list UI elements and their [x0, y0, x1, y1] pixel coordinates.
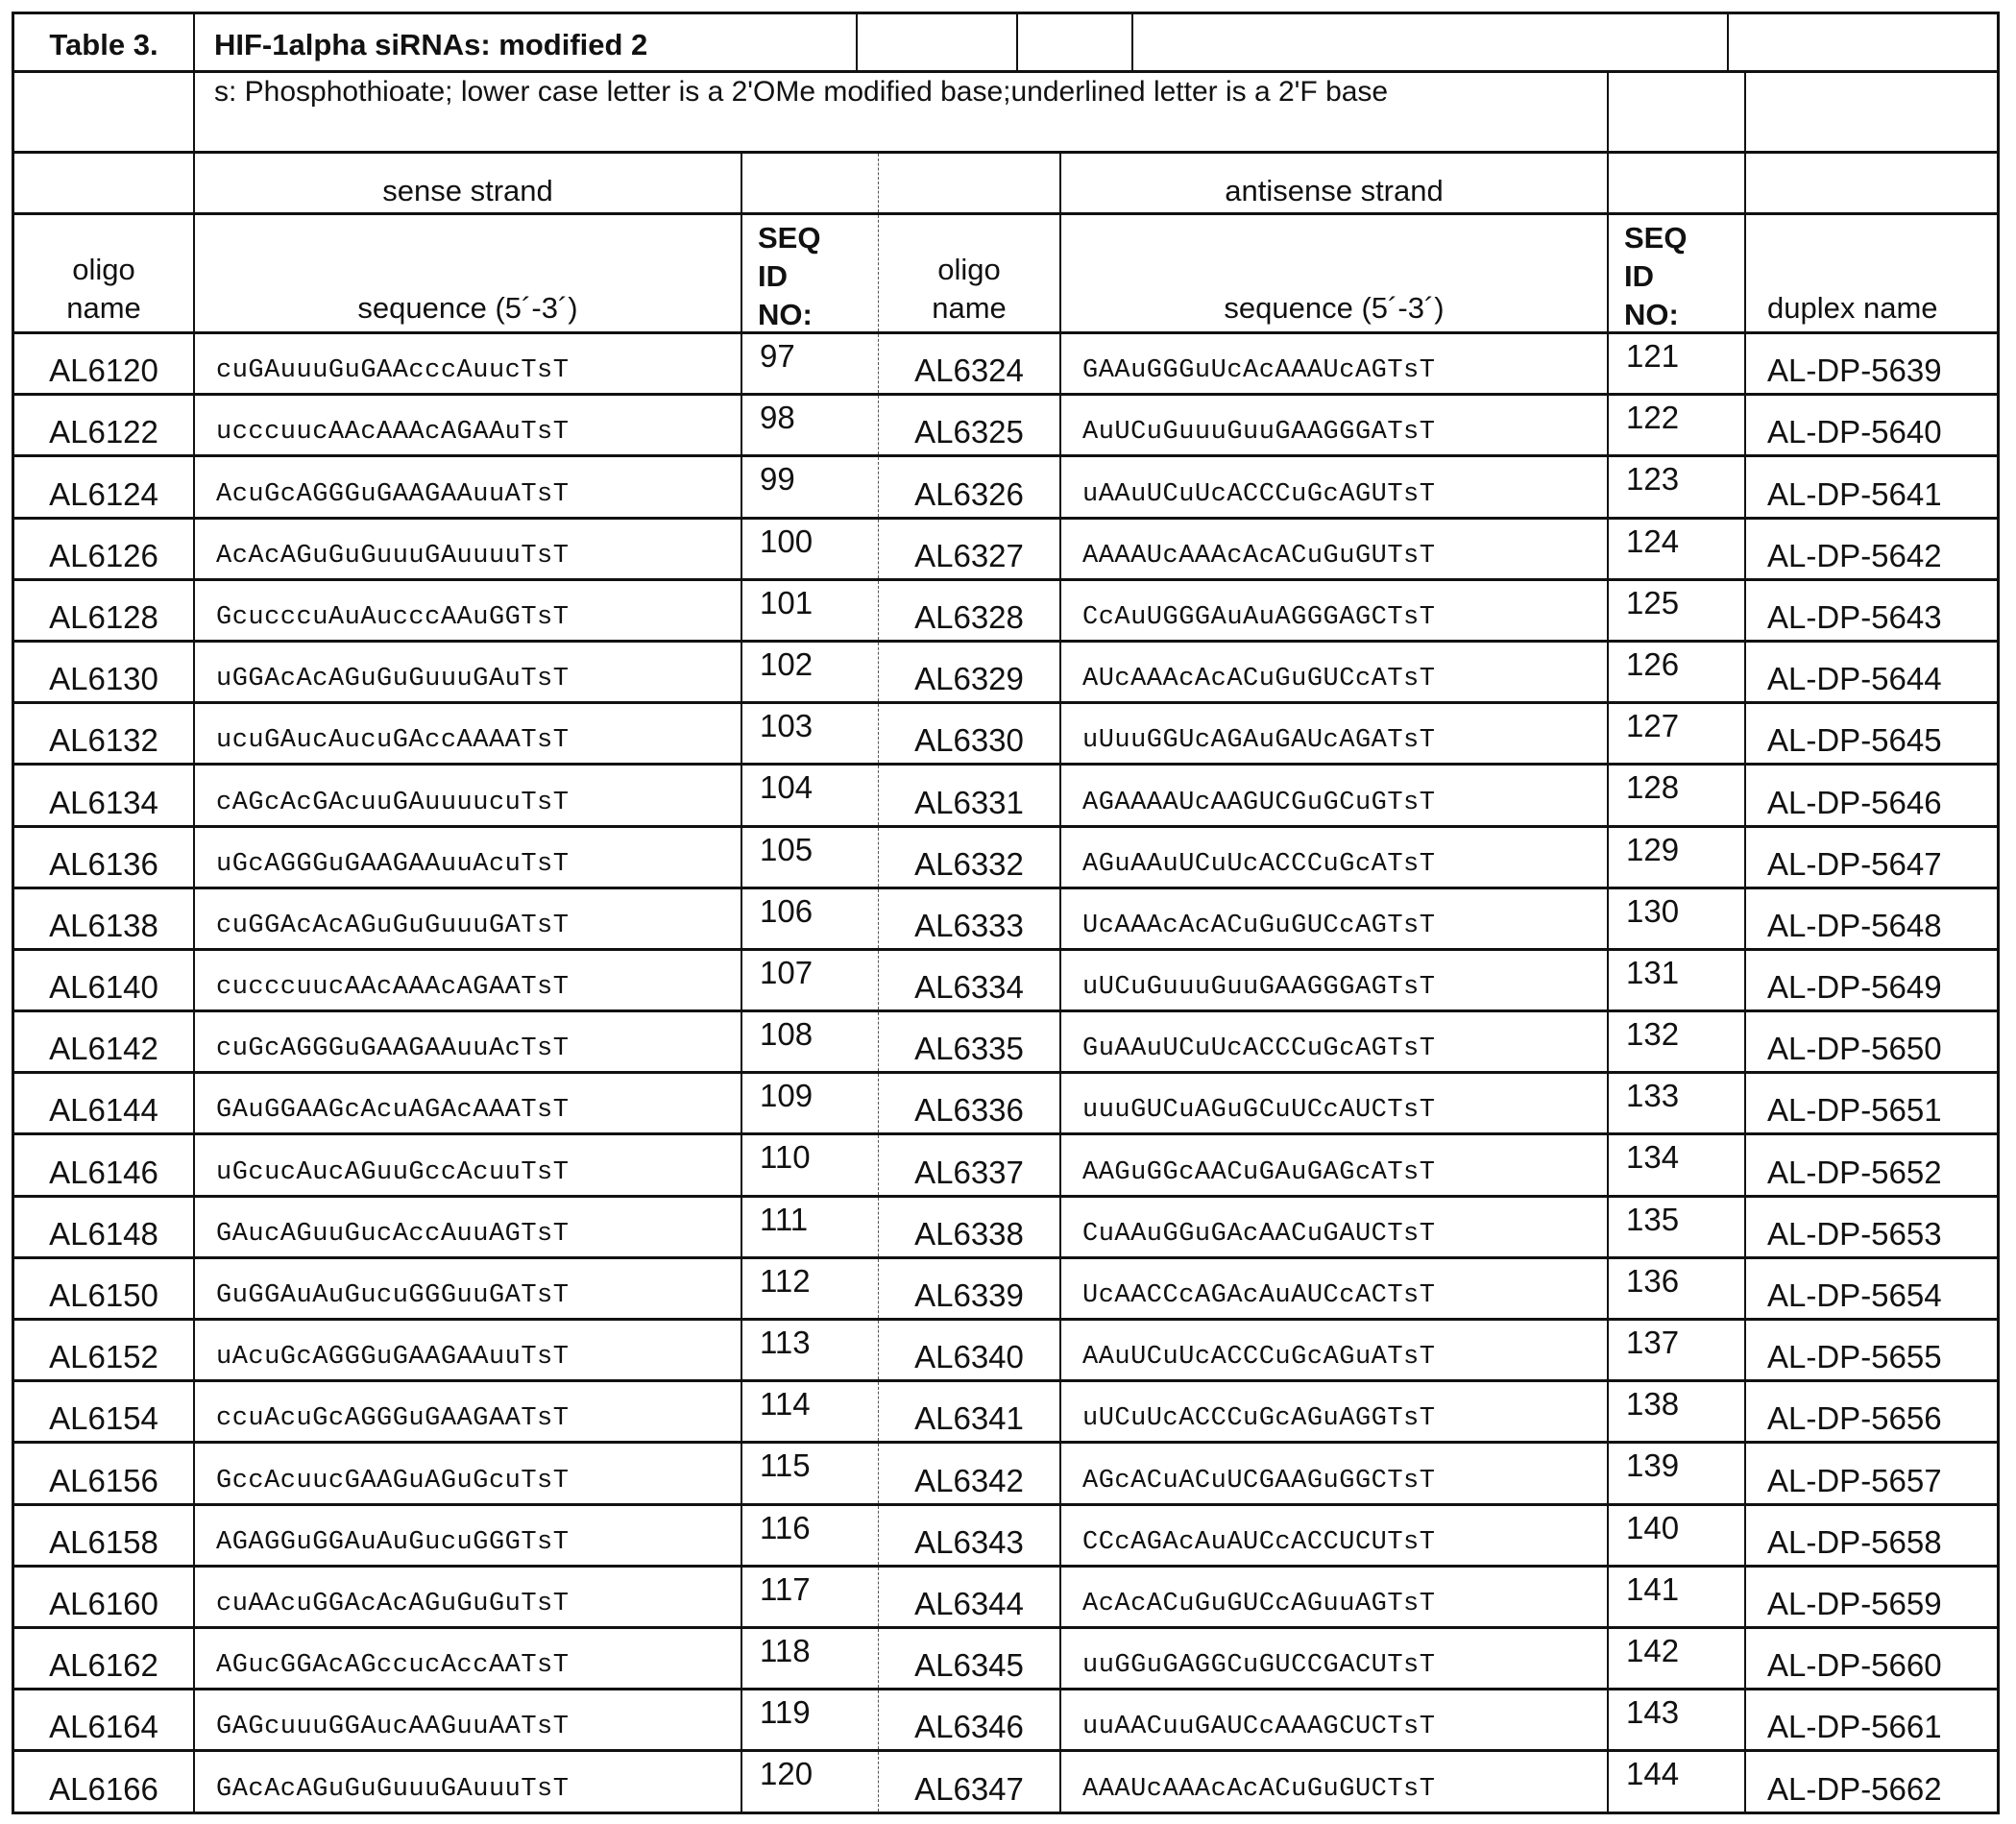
header-text: ID — [1624, 259, 1654, 293]
duplex-name: AL-DP-5658 — [1746, 1506, 2000, 1565]
table-row — [12, 1506, 2000, 1568]
sense-sequence: ucccuucAAcAAAcAGAAuTsT — [195, 396, 742, 454]
sense-oligo-name: AL6148 — [12, 1198, 195, 1256]
table-row — [12, 951, 2000, 1012]
sense-seq-id: 110 — [742, 1135, 879, 1194]
sense-sequence: ccuAcuGcAGGGuGAAGAATsT — [195, 1382, 742, 1441]
duplex-name: AL-DP-5645 — [1746, 704, 2000, 763]
sense-strand-header: sense strand — [195, 154, 742, 212]
sense-seq-id: 106 — [742, 889, 879, 948]
sense-oligo-name: AL6154 — [12, 1382, 195, 1441]
antisense-sequence: AuUCuGuuuGuuGAAGGGATsT — [1061, 396, 1609, 454]
table-row — [12, 1012, 2000, 1074]
sense-sequence: cucccuucAAcAAAcAGAATsT — [195, 951, 742, 1009]
antisense-oligo-name: AL6344 — [879, 1568, 1061, 1626]
table-row — [12, 766, 2000, 827]
antisense-oligo-name: AL6332 — [879, 828, 1061, 887]
antisense-sequence: GuAAuUCuUcACCCuGcAGTsT — [1061, 1012, 1609, 1071]
table-row — [12, 1568, 2000, 1629]
antisense-sequence: UcAAAcAcACuGuGUCcAGTsT — [1061, 889, 1609, 948]
strand-header-row — [12, 154, 2000, 215]
sense-seq-id: 115 — [742, 1444, 879, 1502]
antisense-seq-id: 122 — [1609, 396, 1746, 454]
table-row — [12, 1135, 2000, 1197]
sense-oligo-name: AL6132 — [12, 704, 195, 763]
empty-cell — [879, 154, 1061, 212]
antisense-oligo-name: AL6339 — [879, 1259, 1061, 1318]
sense-seq-id: 97 — [742, 334, 879, 393]
sense-oligo-name: AL6160 — [12, 1568, 195, 1626]
duplex-name: AL-DP-5651 — [1746, 1074, 2000, 1132]
sense-sequence: uGGAcAcAGuGuGuuuGAuTsT — [195, 643, 742, 701]
antisense-sequence: AAuUCuUcACCCuGcAGuATsT — [1061, 1321, 1609, 1379]
antisense-seq-id: 144 — [1609, 1752, 1746, 1811]
antisense-sequence: uuGGuGAGGCuGUCCGACUTsT — [1061, 1629, 1609, 1688]
col-header-sense-seq-id — [742, 215, 879, 331]
sense-oligo-name: AL6152 — [12, 1321, 195, 1379]
sense-oligo-name: AL6142 — [12, 1012, 195, 1071]
table-row — [12, 643, 2000, 704]
empty-cell — [858, 14, 1018, 70]
sense-oligo-name: AL6146 — [12, 1135, 195, 1194]
duplex-name: AL-DP-5655 — [1746, 1321, 2000, 1379]
table-row — [12, 520, 2000, 581]
duplex-name: AL-DP-5647 — [1746, 828, 2000, 887]
duplex-name: AL-DP-5643 — [1746, 581, 2000, 640]
sense-seq-id: 117 — [742, 1568, 879, 1626]
table-row — [12, 1382, 2000, 1444]
sense-seq-id: 120 — [742, 1752, 879, 1811]
table-row — [12, 396, 2000, 457]
antisense-seq-id: 142 — [1609, 1629, 1746, 1688]
sense-sequence: uAcuGcAGGGuGAAGAAuuTsT — [195, 1321, 742, 1379]
sense-sequence: uGcucAucAGuuGccAcuuTsT — [195, 1135, 742, 1194]
table-row — [12, 334, 2000, 396]
sense-oligo-name: AL6124 — [12, 457, 195, 516]
duplex-name: AL-DP-5659 — [1746, 1568, 2000, 1626]
table-row — [12, 1752, 2000, 1813]
antisense-seq-id: 123 — [1609, 457, 1746, 516]
header-text: SEQ — [758, 221, 821, 255]
antisense-seq-id: 132 — [1609, 1012, 1746, 1071]
table-title-row — [12, 12, 2000, 73]
empty-cell — [1746, 73, 2000, 151]
empty-cell — [1133, 14, 1729, 70]
sense-sequence: GuGGAuAuGucuGGGuuGATsT — [195, 1259, 742, 1318]
duplex-name: AL-DP-5650 — [1746, 1012, 2000, 1071]
sense-sequence: cuAAcuGGAcAcAGuGuGuTsT — [195, 1568, 742, 1626]
antisense-oligo-name: AL6327 — [879, 520, 1061, 578]
col-header-antisense-sequence: sequence (5´-3´) — [1061, 215, 1609, 331]
empty-cell — [1746, 154, 2000, 212]
column-header-row — [12, 215, 2000, 334]
antisense-oligo-name: AL6341 — [879, 1382, 1061, 1441]
col-header-antisense-seq-id — [1609, 215, 1746, 331]
table-row — [12, 1629, 2000, 1690]
antisense-sequence: AAAUcAAAcAcACuGuGUCTsT — [1061, 1752, 1609, 1811]
antisense-oligo-name: AL6334 — [879, 951, 1061, 1009]
antisense-seq-id: 136 — [1609, 1259, 1746, 1318]
sense-sequence: GAcAcAGuGuGuuuGAuuuTsT — [195, 1752, 742, 1811]
sense-sequence: GccAcuucGAAGuAGuGcuTsT — [195, 1444, 742, 1502]
antisense-oligo-name: AL6345 — [879, 1629, 1061, 1688]
sense-oligo-name: AL6128 — [12, 581, 195, 640]
table-row — [12, 581, 2000, 643]
sense-seq-id: 99 — [742, 457, 879, 516]
antisense-sequence: AGAAAAUcAAGUCGuGCuGTsT — [1061, 766, 1609, 824]
sense-seq-id: 107 — [742, 951, 879, 1009]
empty-cell — [1729, 14, 2000, 70]
table-row — [12, 1198, 2000, 1259]
header-text: NO: — [1624, 298, 1679, 331]
sense-oligo-name: AL6126 — [12, 520, 195, 578]
sense-seq-id: 98 — [742, 396, 879, 454]
sense-seq-id: 111 — [742, 1198, 879, 1256]
empty-cell — [1018, 14, 1133, 70]
sense-oligo-name: AL6164 — [12, 1690, 195, 1749]
duplex-name: AL-DP-5649 — [1746, 951, 2000, 1009]
table-row — [12, 457, 2000, 519]
empty-cell — [1609, 154, 1746, 212]
antisense-oligo-name: AL6342 — [879, 1444, 1061, 1502]
antisense-seq-id: 135 — [1609, 1198, 1746, 1256]
empty-cell — [742, 154, 879, 212]
empty-cell — [1609, 73, 1746, 151]
sense-sequence: cAGcAcGAcuuGAuuuucuTsT — [195, 766, 742, 824]
duplex-name: AL-DP-5642 — [1746, 520, 2000, 578]
antisense-oligo-name: AL6325 — [879, 396, 1061, 454]
duplex-name: AL-DP-5640 — [1746, 396, 2000, 454]
antisense-sequence: CCcAGAcAuAUCcACCUCUTsT — [1061, 1506, 1609, 1565]
table-row — [12, 1690, 2000, 1752]
sense-sequence: uGcAGGGuGAAGAAuuAcuTsT — [195, 828, 742, 887]
antisense-sequence: AUcAAAcAcACuGuGUCcATsT — [1061, 643, 1609, 701]
antisense-seq-id: 143 — [1609, 1690, 1746, 1749]
table-label: Table 3. — [12, 14, 195, 70]
sense-oligo-name: AL6120 — [12, 334, 195, 393]
sense-oligo-name: AL6122 — [12, 396, 195, 454]
antisense-seq-id: 121 — [1609, 334, 1746, 393]
empty-cell — [12, 73, 195, 151]
antisense-seq-id: 139 — [1609, 1444, 1746, 1502]
antisense-oligo-name: AL6330 — [879, 704, 1061, 763]
header-text: oligo — [937, 253, 1001, 286]
sense-oligo-name: AL6130 — [12, 643, 195, 701]
sense-oligo-name: AL6136 — [12, 828, 195, 887]
table-note-row — [12, 73, 2000, 154]
header-text: ID — [758, 259, 788, 293]
header-text: NO: — [758, 298, 813, 331]
antisense-sequence: uUCuUcACCCuGcAGuAGGTsT — [1061, 1382, 1609, 1441]
duplex-name: AL-DP-5657 — [1746, 1444, 2000, 1502]
antisense-seq-id: 127 — [1609, 704, 1746, 763]
antisense-sequence: uAAuUCuUcACCCuGcAGUTsT — [1061, 457, 1609, 516]
duplex-name: AL-DP-5639 — [1746, 334, 2000, 393]
sense-seq-id: 118 — [742, 1629, 879, 1688]
sense-seq-id: 116 — [742, 1506, 879, 1565]
table-row — [12, 704, 2000, 766]
modification-legend: s: Phosphothioate; lower case letter is a 2'OMe modified base;underlined letter is a 2'F base — [195, 73, 1609, 151]
table-row — [12, 1321, 2000, 1382]
antisense-seq-id: 128 — [1609, 766, 1746, 824]
antisense-sequence: AGuAAuUCuUcACCCuGcATsT — [1061, 828, 1609, 887]
antisense-seq-id: 140 — [1609, 1506, 1746, 1565]
sense-sequence: GAuGGAAGcAcuAGAcAAATsT — [195, 1074, 742, 1132]
sense-seq-id: 105 — [742, 828, 879, 887]
antisense-sequence: AAGuGGcAACuGAuGAGcATsT — [1061, 1135, 1609, 1194]
antisense-seq-id: 130 — [1609, 889, 1746, 948]
antisense-oligo-name: AL6347 — [879, 1752, 1061, 1811]
duplex-name: AL-DP-5653 — [1746, 1198, 2000, 1256]
sense-sequence: AcAcAGuGuGuuuGAuuuuTsT — [195, 520, 742, 578]
empty-cell — [12, 154, 195, 212]
antisense-sequence: uuuGUCuAGuGCuUCcAUCTsT — [1061, 1074, 1609, 1132]
sense-seq-id: 112 — [742, 1259, 879, 1318]
antisense-sequence: CuAAuGGuGAcAACuGAUCTsT — [1061, 1198, 1609, 1256]
sense-seq-id: 104 — [742, 766, 879, 824]
antisense-seq-id: 137 — [1609, 1321, 1746, 1379]
antisense-seq-id: 131 — [1609, 951, 1746, 1009]
antisense-seq-id: 125 — [1609, 581, 1746, 640]
antisense-seq-id: 126 — [1609, 643, 1746, 701]
sirna-table — [12, 12, 2000, 1814]
col-header-sense-oligo-name — [12, 215, 195, 331]
sense-seq-id: 102 — [742, 643, 879, 701]
sense-sequence: GAucAGuuGucAccAuuAGTsT — [195, 1198, 742, 1256]
table-row — [12, 1444, 2000, 1505]
duplex-name: AL-DP-5656 — [1746, 1382, 2000, 1441]
table-title: HIF-1alpha siRNAs: modified 2 — [195, 14, 858, 70]
col-header-antisense-oligo-name — [879, 215, 1061, 331]
col-header-sense-sequence: sequence (5´-3´) — [195, 215, 742, 331]
antisense-sequence: CcAuUGGGAuAuAGGGAGCTsT — [1061, 581, 1609, 640]
antisense-sequence: GAAuGGGuUcAcAAAUcAGTsT — [1061, 334, 1609, 393]
sense-oligo-name: AL6162 — [12, 1629, 195, 1688]
antisense-sequence: AcAcACuGuGUCcAGuuAGTsT — [1061, 1568, 1609, 1626]
header-text: name — [932, 291, 1007, 325]
sense-oligo-name: AL6150 — [12, 1259, 195, 1318]
table-row — [12, 1259, 2000, 1321]
sense-sequence: AcuGcAGGGuGAAGAAuuATsT — [195, 457, 742, 516]
sense-oligo-name: AL6140 — [12, 951, 195, 1009]
sense-oligo-name: AL6138 — [12, 889, 195, 948]
antisense-seq-id: 129 — [1609, 828, 1746, 887]
duplex-name: AL-DP-5641 — [1746, 457, 2000, 516]
antisense-oligo-name: AL6338 — [879, 1198, 1061, 1256]
sense-sequence: GcucccuAuAucccAAuGGTsT — [195, 581, 742, 640]
antisense-seq-id: 138 — [1609, 1382, 1746, 1441]
antisense-sequence: AGcACuACuUCGAAGuGGCTsT — [1061, 1444, 1609, 1502]
duplex-name: AL-DP-5654 — [1746, 1259, 2000, 1318]
antisense-sequence: UcAACCcAGAcAuAUCcACTsT — [1061, 1259, 1609, 1318]
sense-sequence: AGAGGuGGAuAuGucuGGGTsT — [195, 1506, 742, 1565]
sense-seq-id: 113 — [742, 1321, 879, 1379]
antisense-sequence: AAAAUcAAAcAcACuGuGUTsT — [1061, 520, 1609, 578]
sense-seq-id: 119 — [742, 1690, 879, 1749]
antisense-strand-header: antisense strand — [1061, 154, 1609, 212]
sense-sequence: AGucGGAcAGccucAccAATsT — [195, 1629, 742, 1688]
antisense-oligo-name: AL6343 — [879, 1506, 1061, 1565]
sense-oligo-name: AL6144 — [12, 1074, 195, 1132]
duplex-name: AL-DP-5648 — [1746, 889, 2000, 948]
sense-seq-id: 108 — [742, 1012, 879, 1071]
sense-seq-id: 101 — [742, 581, 879, 640]
antisense-sequence: uUuuGGUcAGAuGAUcAGATsT — [1061, 704, 1609, 763]
header-text: name — [66, 291, 141, 325]
duplex-name: AL-DP-5644 — [1746, 643, 2000, 701]
sense-oligo-name: AL6158 — [12, 1506, 195, 1565]
antisense-seq-id: 124 — [1609, 520, 1746, 578]
sense-seq-id: 109 — [742, 1074, 879, 1132]
sense-sequence: cuGcAGGGuGAAGAAuuAcTsT — [195, 1012, 742, 1071]
header-text: SEQ — [1624, 221, 1688, 255]
sense-oligo-name: AL6134 — [12, 766, 195, 824]
duplex-name: AL-DP-5661 — [1746, 1690, 2000, 1749]
sense-oligo-name: AL6156 — [12, 1444, 195, 1502]
sense-seq-id: 103 — [742, 704, 879, 763]
col-header-duplex-name: duplex name — [1746, 215, 2000, 331]
antisense-oligo-name: AL6333 — [879, 889, 1061, 948]
duplex-name: AL-DP-5662 — [1746, 1752, 2000, 1811]
antisense-oligo-name: AL6337 — [879, 1135, 1061, 1194]
header-text: oligo — [72, 253, 135, 286]
antisense-seq-id: 133 — [1609, 1074, 1746, 1132]
antisense-oligo-name: AL6346 — [879, 1690, 1061, 1749]
antisense-oligo-name: AL6324 — [879, 334, 1061, 393]
antisense-oligo-name: AL6335 — [879, 1012, 1061, 1071]
duplex-name: AL-DP-5646 — [1746, 766, 2000, 824]
table-row — [12, 889, 2000, 951]
duplex-name: AL-DP-5660 — [1746, 1629, 2000, 1688]
antisense-oligo-name: AL6340 — [879, 1321, 1061, 1379]
antisense-oligo-name: AL6329 — [879, 643, 1061, 701]
table-row — [12, 1074, 2000, 1135]
antisense-oligo-name: AL6328 — [879, 581, 1061, 640]
antisense-seq-id: 141 — [1609, 1568, 1746, 1626]
antisense-oligo-name: AL6336 — [879, 1074, 1061, 1132]
antisense-sequence: uuAACuuGAUCcAAAGCUCTsT — [1061, 1690, 1609, 1749]
sense-sequence: cuGAuuuGuGAAcccAuucTsT — [195, 334, 742, 393]
sense-sequence: cuGGAcAcAGuGuGuuuGATsT — [195, 889, 742, 948]
antisense-seq-id: 134 — [1609, 1135, 1746, 1194]
antisense-sequence: uUCuGuuuGuuGAAGGGAGTsT — [1061, 951, 1609, 1009]
sense-oligo-name: AL6166 — [12, 1752, 195, 1811]
antisense-oligo-name: AL6326 — [879, 457, 1061, 516]
sense-seq-id: 100 — [742, 520, 879, 578]
duplex-name: AL-DP-5652 — [1746, 1135, 2000, 1194]
table-row — [12, 828, 2000, 889]
sense-sequence: ucuGAucAucuGAccAAAATsT — [195, 704, 742, 763]
sense-seq-id: 114 — [742, 1382, 879, 1441]
table-body — [12, 334, 2000, 1814]
sense-sequence: GAGcuuuGGAucAAGuuAATsT — [195, 1690, 742, 1749]
antisense-oligo-name: AL6331 — [879, 766, 1061, 824]
